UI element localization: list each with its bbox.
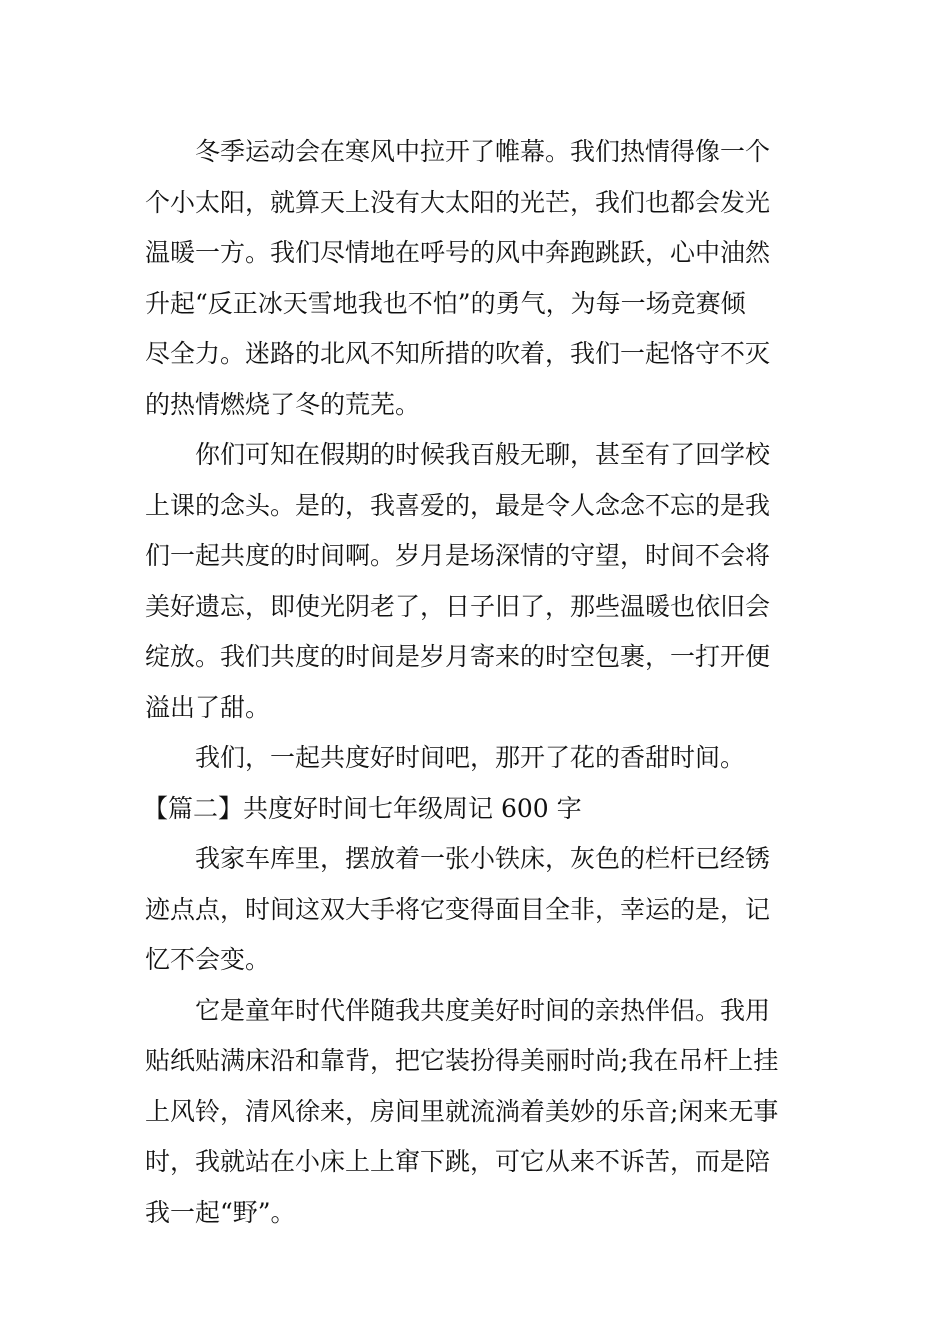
text-line: 溢出了甜。 (145, 692, 271, 722)
text-line: 它是童年时代伴随我共度美好时间的亲热伴侣。我用 (195, 995, 771, 1025)
text-line: 上课的念头。是的，我喜爱的，最是令人念念不忘的是我 (145, 490, 771, 520)
text-line: 的热情燃烧了冬的荒芜。 (145, 389, 421, 419)
section-heading: 【篇二】共度好时间七年级周记 600 字 (143, 793, 582, 823)
text-line: 温暖一方。我们尽情地在呼号的风中奔跑跳跃，心中油然 (145, 238, 771, 267)
text-line: 我一起“野”。 (145, 1197, 296, 1227)
paragraph-1 (145, 127, 807, 430)
document-body (145, 127, 807, 1238)
text-line: 尽全力。迷路的北风不知所措的吹着，我们一起恪守不灭 (145, 339, 771, 368)
text-line: 绽放。我们共度的时间是岁月寄来的时空包裹，一打开便 (145, 642, 771, 671)
text-line: 们一起共度的时间啊。岁月是场深情的守望，时间不会将 (145, 541, 771, 570)
text-line: 冬季运动会在寒风中拉开了帷幕。我们热情得像一个 (195, 137, 771, 166)
paragraph-5 (145, 986, 807, 1239)
text-line: 美好遗忘，即使光阴老了，日子旧了，那些温暖也依旧会 (145, 591, 771, 621)
text-line: 个小太阳，就算天上没有大太阳的光芒，我们也都会发光 (145, 187, 771, 217)
text-line: 我家车库里，摆放着一张小铁床，灰色的栏杆已经锈 (195, 844, 771, 873)
text-line: 你们可知在假期的时候我百般无聊，甚至有了回学校 (195, 440, 771, 469)
text-line: 忆不会变。 (145, 945, 271, 974)
paragraph-2 (145, 430, 807, 733)
paragraph-3 (145, 733, 807, 784)
text-line: 我们，一起共度好时间吧，那开了花的香甜时间。 (195, 743, 746, 772)
text-line: 上风铃，清风徐来，房间里就流淌着美妙的乐音;闲来无事 (145, 1096, 779, 1126)
text-line: 迹点点，时间这双大手将它变得面目全非，幸运的是，记 (145, 894, 771, 924)
text-line: 时，我就站在小床上上窜下跳，可它从来不诉苦，而是陪 (145, 1147, 771, 1176)
text-line: 升起“反正冰天雪地我也不怕”的勇气，为每一场竞赛倾 (145, 288, 746, 318)
paragraph-4 (145, 834, 807, 986)
text-line: 贴纸贴满床沿和靠背，把它装扮得美丽时尚;我在吊杆上挂 (145, 1046, 779, 1075)
